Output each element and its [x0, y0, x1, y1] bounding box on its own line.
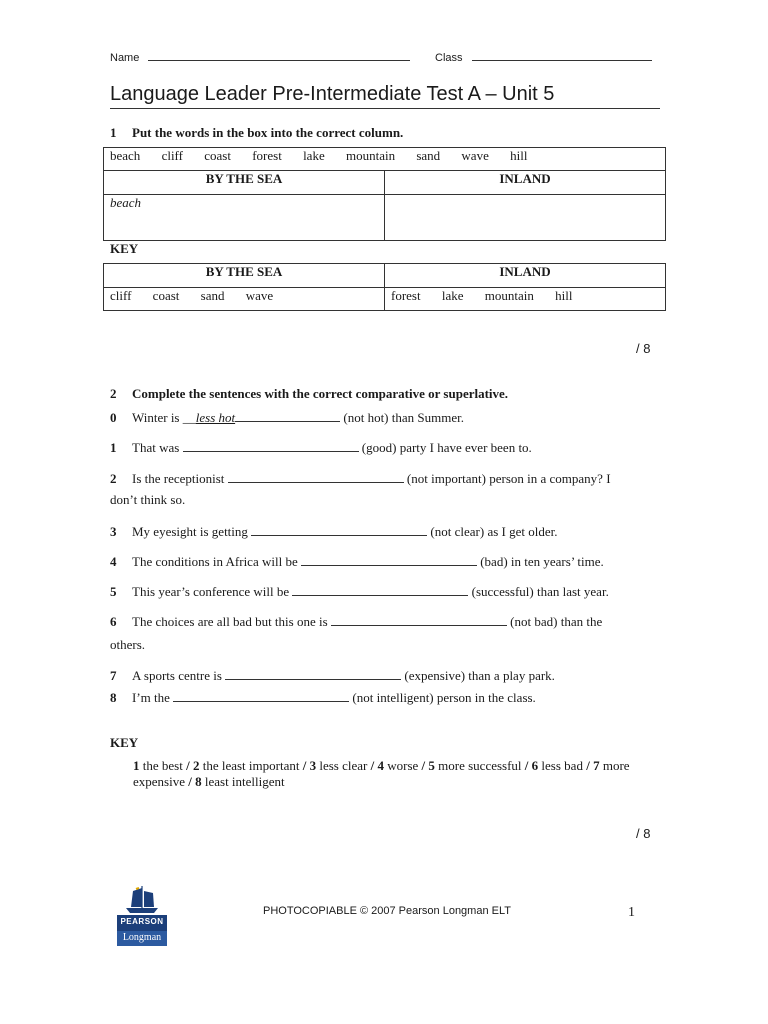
sentence-pre: This year’s conference will be — [132, 584, 290, 599]
copyright-notice: PHOTOCOPIABLE © 2007 Pearson Longman ELT — [263, 905, 511, 917]
key-answer: worse — [387, 758, 419, 773]
key-word: hill — [555, 288, 573, 303]
key-answer: less bad — [541, 758, 583, 773]
sentence-item-2-cont: don’t think so. — [110, 492, 186, 507]
sentence-pre: The choices are all bad but this one is — [132, 614, 328, 629]
key-num: 3 — [309, 758, 317, 773]
answer-cell-sea[interactable]: beach — [104, 195, 385, 241]
sentence-item-2 — [110, 470, 611, 487]
item-number: 2 — [110, 471, 117, 486]
key-cell-sea — [104, 288, 385, 311]
section1-number: 1 — [110, 125, 117, 140]
key-word: sand — [200, 288, 225, 303]
key-answer: less clear — [319, 758, 368, 773]
sentence-post: (not important) person in a company? I — [406, 471, 611, 486]
pearson-longman-logo — [113, 883, 171, 947]
sentence-post: (not hot) than Summer. — [343, 410, 464, 425]
example-answer: less hot — [195, 410, 236, 425]
section2-instruction: Complete the sentences with the correct comparative or superlative. — [132, 386, 509, 401]
sentence-item-6 — [110, 613, 602, 630]
sentence-item-6-cont: others. — [110, 637, 146, 652]
sentence-post: (expensive) than a play park. — [404, 668, 555, 683]
answer-key-2: 1 the best / 2 the least important / 3 less clear / 4 worse / 5 more successful / 6 less bad / 7 more expensive / 8 least intelligent — [133, 758, 630, 789]
sentence-item-4 — [110, 553, 604, 570]
answer-blank[interactable] — [301, 553, 477, 566]
name-blank — [148, 49, 410, 61]
answer-blank[interactable] — [228, 470, 404, 483]
sentence-item-1 — [110, 439, 532, 456]
key-label-1: KEY — [110, 241, 139, 256]
word-item: lake — [303, 148, 325, 163]
logo-text-longman: Longman — [122, 932, 162, 943]
class-label: Class — [435, 52, 463, 64]
name-label: Name — [110, 52, 140, 64]
item-number: 8 — [110, 690, 117, 705]
sentence-item-7 — [110, 667, 555, 684]
name-field — [110, 49, 410, 64]
sentence-pre: A sports centre is — [132, 668, 222, 683]
word-item: coast — [204, 148, 231, 163]
sentence-pre: Is the receptionist — [132, 471, 225, 486]
title-divider — [110, 108, 660, 109]
score-section1: / 8 — [636, 341, 651, 356]
key-answer: the least important — [202, 758, 300, 773]
word-item: cliff — [161, 148, 183, 163]
word-item: wave — [461, 148, 489, 163]
sentence-item-5 — [110, 583, 609, 600]
section1-heading — [110, 125, 403, 141]
section2-number: 2 — [110, 386, 117, 401]
col-header-inland: INLAND — [385, 171, 666, 195]
sentence-post: (not intelligent) person in the class. — [352, 690, 536, 705]
key-header-sea: BY THE SEA — [104, 264, 385, 288]
sentence-post: (bad) in ten years’ time. — [480, 554, 604, 569]
sentence-pre: The conditions in Africa will be — [132, 554, 298, 569]
sentence-pre: My eyesight is getting — [132, 524, 248, 539]
word-item: beach — [110, 148, 141, 163]
sentence-post: (successful) than last year. — [471, 584, 609, 599]
item-number: 7 — [110, 668, 117, 683]
logo-text-pearson: PEARSON — [120, 917, 164, 926]
key-cell-inland — [385, 288, 666, 311]
score-section2: / 8 — [636, 826, 651, 841]
key-num: 1 — [133, 758, 140, 773]
key-answer: the best — [142, 758, 183, 773]
key-num: 8 — [195, 774, 202, 789]
sentence-pre: That was — [132, 440, 180, 455]
page-title: Language Leader Pre-Intermediate Test A – Unit 5 — [110, 83, 555, 105]
word-item: sand — [416, 148, 441, 163]
key-word: mountain — [484, 288, 534, 303]
class-field — [435, 49, 652, 64]
word-item: mountain — [345, 148, 396, 163]
word-item: forest — [252, 148, 282, 163]
answer-blank[interactable] — [183, 439, 359, 452]
item-number: 0 — [110, 410, 117, 425]
key-label-2: KEY — [110, 735, 139, 750]
key-table-1 — [103, 263, 666, 311]
answer-blank — [235, 409, 340, 422]
key-num: 6 — [531, 758, 539, 773]
item-number: 1 — [110, 440, 117, 455]
sentence-item-3 — [110, 523, 557, 540]
sentence-post: (not clear) as I get older. — [430, 524, 558, 539]
key-answer: least intelligent — [204, 774, 285, 789]
key-word: lake — [441, 288, 464, 303]
word-item: hill — [510, 148, 528, 163]
section1-instruction: Put the words in the box into the correct column. — [132, 125, 404, 140]
page-number: 1 — [628, 905, 635, 920]
sentence-post: (good) party I have ever been to. — [361, 440, 532, 455]
item-number: 5 — [110, 584, 117, 599]
key-word: cliff — [110, 288, 132, 303]
answer-cell-inland[interactable] — [385, 195, 666, 241]
word-box-table — [103, 147, 666, 241]
sentence-item-8 — [110, 689, 536, 706]
key-num: 7 — [593, 758, 600, 773]
answer-blank[interactable] — [251, 523, 427, 536]
class-blank — [472, 49, 652, 61]
answer-blank[interactable] — [225, 667, 401, 680]
answer-blank[interactable] — [292, 583, 468, 596]
key-word: forest — [391, 288, 421, 303]
key-answer: more expensive — [133, 758, 630, 789]
sentence-pre: Winter is __ — [132, 410, 196, 425]
key-num: 4 — [377, 758, 384, 773]
key-num: 5 — [428, 758, 435, 773]
key-header-inland: INLAND — [385, 264, 666, 288]
sentence-pre: I’m the — [132, 690, 170, 705]
word-box — [104, 148, 666, 171]
item-number: 4 — [110, 554, 117, 569]
item-number: 6 — [110, 614, 117, 629]
key-word: coast — [152, 288, 180, 303]
col-header-sea: BY THE SEA — [104, 171, 385, 195]
section2-heading — [110, 386, 508, 402]
sentence-post: (not bad) than the — [510, 614, 603, 629]
key-word: wave — [245, 288, 274, 303]
key-answer: more successful — [438, 758, 522, 773]
example-sentence — [110, 409, 464, 426]
key-num: 2 — [192, 758, 200, 773]
item-number: 3 — [110, 524, 117, 539]
answer-blank[interactable] — [331, 613, 507, 626]
answer-blank[interactable] — [173, 689, 349, 702]
